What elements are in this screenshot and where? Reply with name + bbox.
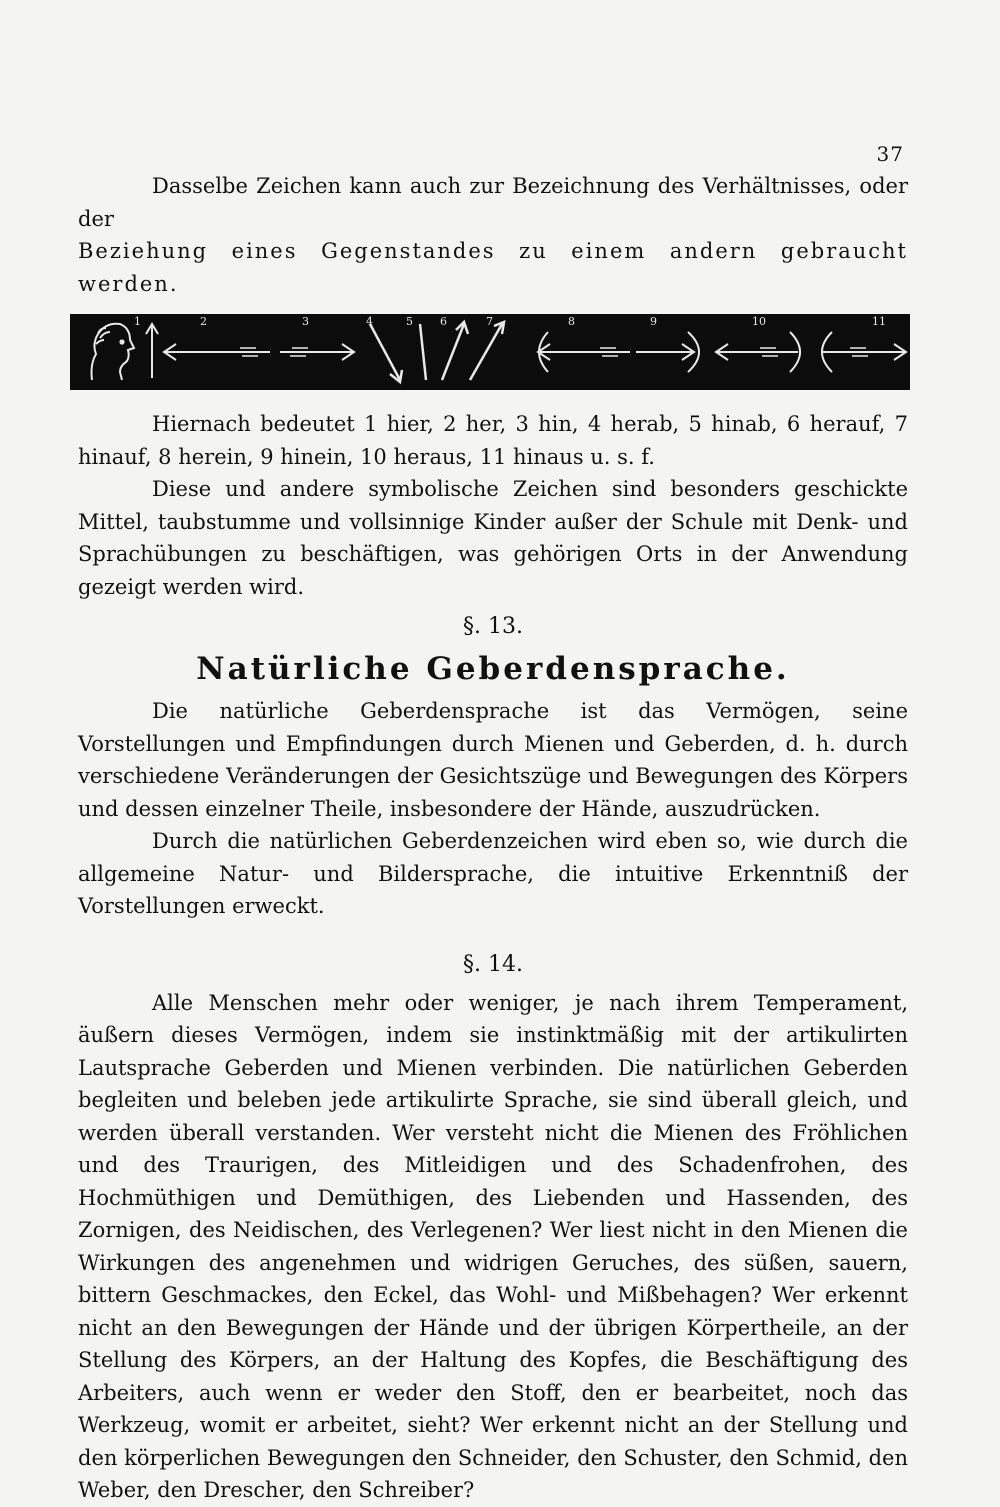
- meaning-paragraph: Hiernach bedeutet 1 hier, 2 her, 3 hin, 4 herab, 5 hinab, 6 herauf, 7 hinauf, 8 herein, 9 hinein, 10 heraus, 11 hinaus u. s. f.: [78, 412, 908, 469]
- figure-number-7: 7: [486, 315, 493, 328]
- intro-line-2: Beziehung eines Gegenstandes zu einem andern gebraucht werden.: [78, 239, 908, 296]
- intro-line-1: Dasselbe Zeichen kann auch zur Bezeichnung des Verhältnisses, oder der: [78, 174, 908, 231]
- figure-number-6: 6: [440, 315, 447, 328]
- figure-number-5: 5: [406, 315, 413, 328]
- figure-number-2: 2: [200, 315, 207, 328]
- figure-number-1: 1: [134, 315, 141, 328]
- figure-number-4: 4: [366, 315, 373, 328]
- page-number: 37: [876, 142, 904, 166]
- figure-number-8: 8: [568, 315, 575, 328]
- section-14-number: §. 14.: [463, 951, 523, 977]
- section-14-paragraph-1: Alle Menschen mehr oder weniger, je nach ihrem Temperament, äußern dieses Vermögen, indem sie instinktmäßig mit der artikulirten Lautsprache Geberden und Mienen verbinden. Die natürlichen Geberden begleiten und beleben jede artikulirte Sprache, sie sind überall gleich, und werden überall verstanden. Wer versteht nicht die Mienen des Fröhlichen und des Traurigen, des Mitleidigen und des Schadenfrohen, des Hochmüthigen und Demüthigen, des Liebenden und Hassenden, des Zornigen, des Neidischen, des Verlegenen? Wer liest nicht in den Mienen die Wirkungen des angenehmen und widrigen Geruches, des süßen, sauern, bittern Geschmackes, den Eckel, das Wohl- und Mißbehagen? Wer erkennt nicht an den Bewegungen der Hände und der übrigen Körpertheile, an der Stellung des Körpers, an der Haltung des Kopfes, die Beschäftigung des Arbeiters, auch wenn er weder den Stoff, den er bearbeitet, noch das Werkzeug, womit er arbeitet, sieht? Wer erkennt nicht an der Stellung und den körperlichen Bewegungen den Schneider, den Schuster, den Schmid, den Weber, den Drescher, den Schreiber?: [78, 990, 908, 1502]
- figure-number-9: 9: [650, 315, 657, 328]
- section-13-number: §. 13.: [463, 614, 523, 639]
- figure-number-3: 3: [302, 315, 309, 328]
- direction-symbols-figure: [70, 314, 910, 390]
- figure-number-11: 11: [872, 315, 886, 328]
- section-13-paragraph-1: Die natürliche Geberdensprache ist das Vermögen, seine Vorstellungen und Empfindungen durch Mienen und Geberden, d. h. durch verschiedene Veränderungen der Gesichtszüge und Bewegungen des Körpers und dessen einzelner Theile, insbesondere der Hände, auszudrücken.: [78, 699, 908, 821]
- section-13-paragraph-2: Durch die natürlichen Geberdenzeichen wird eben so, wie durch die allgemeine Natur- und Bildersprache, die intuitive Erkenntniß der Vorstellungen erweckt.: [78, 829, 908, 918]
- symbols-paragraph: Diese und andere symbolische Zeichen sind besonders geschickte Mittel, taubstumme und vollsinnige Kinder außer der Schule mit Denk- und Sprachübungen zu beschäftigen, was gehörigen Orts in der Anwendung gezeigt werden wird.: [78, 477, 908, 599]
- intro-paragraph: [78, 170, 908, 300]
- figure-number-10: 10: [752, 315, 766, 328]
- section-13-title: Natürliche Geberdensprache.: [196, 651, 790, 687]
- page-content: [78, 170, 908, 1507]
